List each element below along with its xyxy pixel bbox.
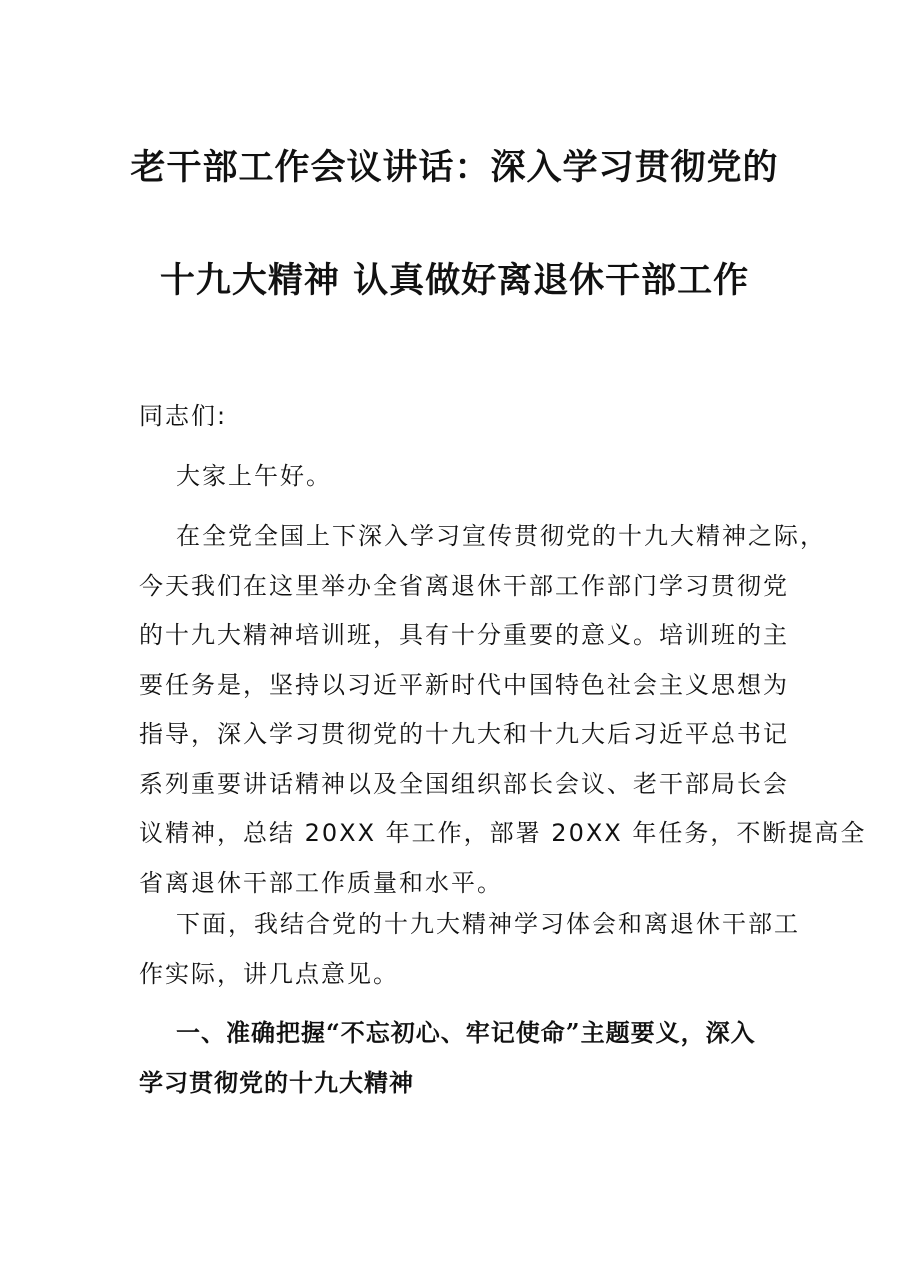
paragraph-line: 今天我们在这里举办全省离退休干部工作部门学习贯彻党 [139, 571, 789, 600]
paragraph-line: 要任务是，坚持以习近平新时代中国特色社会主义思想为 [139, 670, 789, 699]
document-title-line-2: 十九大精神 认真做好离退休干部工作 [159, 260, 750, 301]
paragraph-line: 的十九大精神培训班，具有十分重要的意义。培训班的主 [139, 621, 789, 649]
paragraph-line: 下面，我结合党的十九大精神学习体会和离退休干部工 [176, 910, 800, 938]
section-heading-line: 学习贯彻党的十九大精神 [139, 1067, 414, 1097]
paragraph-line: 指导，深入学习贯彻党的十九大和十九大后习近平总书记 [139, 720, 789, 748]
paragraph-line: 大家上午好。 [176, 462, 332, 490]
paragraph-line: 省离退休干部工作质量和水平。 [139, 868, 503, 897]
paragraph-greeting [139, 452, 779, 502]
paragraph-line: 在全党全国上下深入学习宣传贯彻党的十九大精神之际， [176, 522, 826, 550]
document-title-line-1: 老干部工作会议讲话：深入学习贯彻党的 [130, 147, 779, 188]
paragraph-line: 议精神，总结 20XX 年工作，部署 20XX 年任务，不断提高全 [139, 819, 867, 847]
paragraph-introduction [139, 512, 867, 908]
section-heading-1 [139, 1008, 779, 1107]
salutation: 同志们: [139, 402, 228, 430]
paragraph-transition [139, 900, 800, 999]
paragraph-line: 系列重要讲话精神以及全国组织部长会议、老干部局长会 [139, 769, 789, 798]
section-heading-line: 一、准确把握“不忘初心、牢记使命”主题要义，深入 [176, 1018, 756, 1047]
paragraph-line: 作实际，讲几点意见。 [139, 959, 399, 988]
